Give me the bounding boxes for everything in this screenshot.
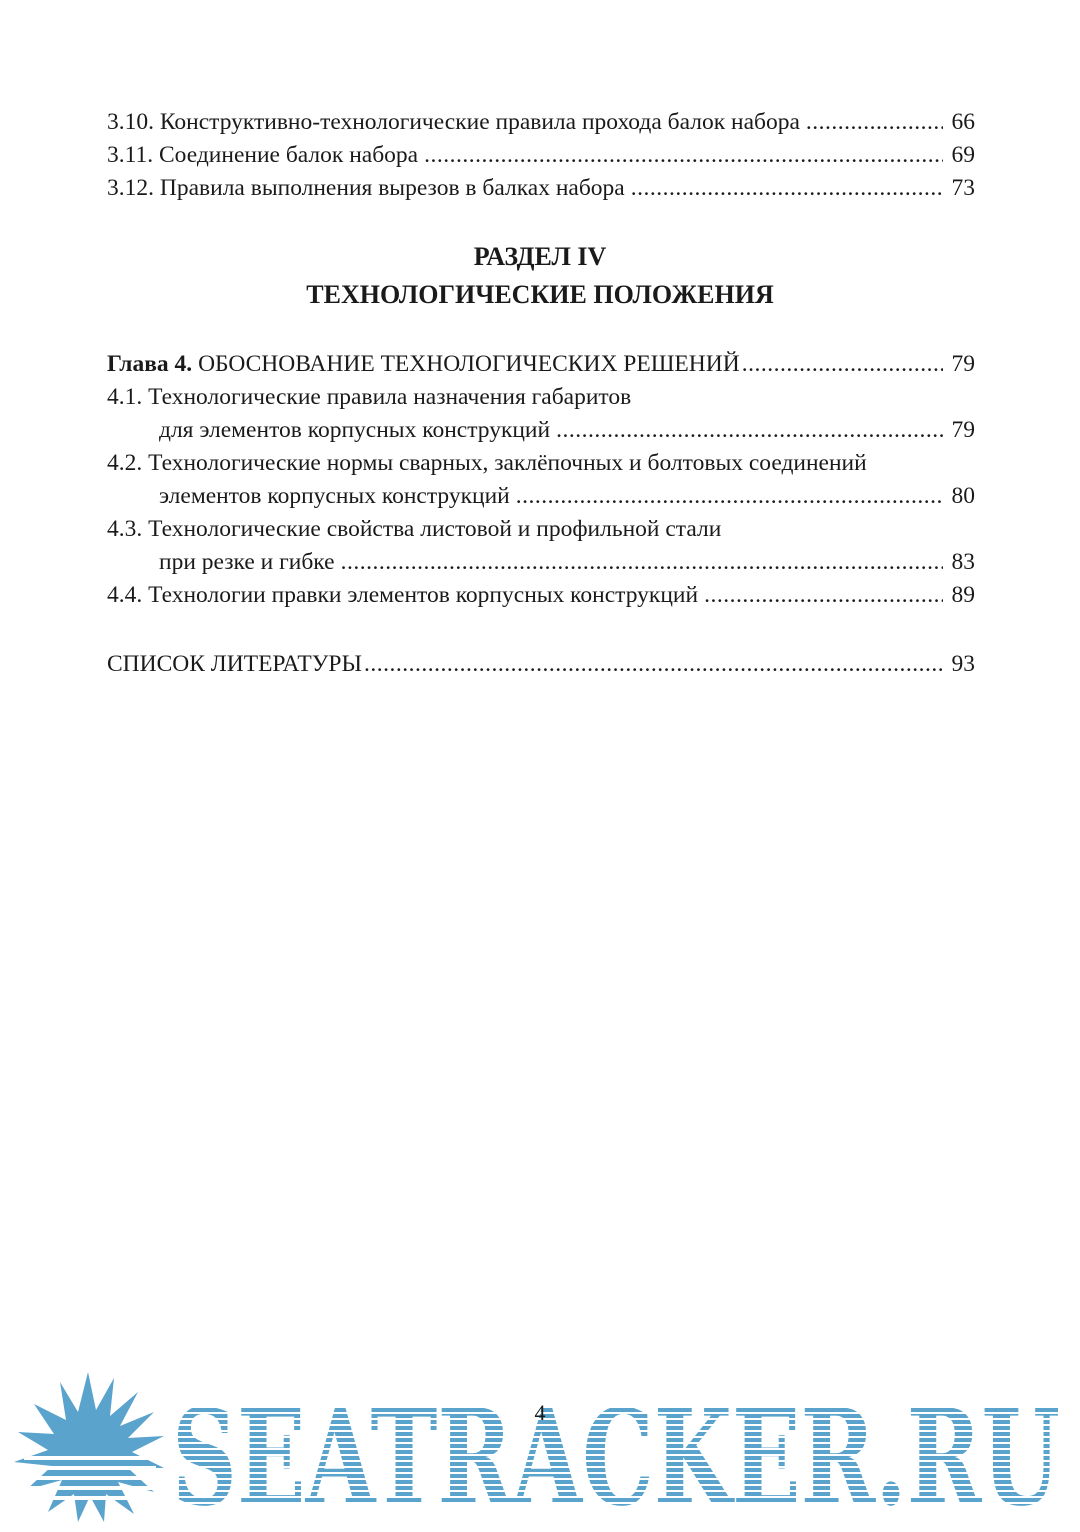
toc-page-number: 69: [951, 142, 975, 168]
seatracker-watermark: [14, 1372, 1070, 1522]
chapter-title: ОБОСНОВАНИЕ ТЕХНОЛОГИЧЕСКИХ РЕШЕНИЙ: [192, 351, 740, 377]
toc-entry-line[interactable]: 4.3. Технологические свойства листовой и профильной стали: [107, 516, 722, 542]
toc-leader-dots: [704, 579, 943, 612]
toc-page-number: 66: [951, 109, 975, 135]
toc-entry-title: СПИСОК ЛИТЕРАТУРЫ: [107, 651, 362, 677]
chapter-prefix: Глава 4.: [107, 351, 193, 377]
toc-row[interactable]: [107, 139, 975, 172]
section-heading-number: РАЗДЕЛ IV: [473, 242, 607, 271]
toc-row[interactable]: [107, 648, 975, 681]
toc-page-number: 80: [951, 483, 975, 509]
watermark-text: SEATRACKER.RU: [172, 1381, 1060, 1522]
toc-bibliography: [107, 648, 975, 681]
toc-page-number: 79: [951, 417, 975, 443]
toc-page-number: 79: [951, 351, 975, 377]
toc-row[interactable]: [107, 546, 975, 579]
toc-chapter-title: [107, 348, 740, 381]
toc-page-number: 93: [951, 651, 975, 677]
toc-row[interactable]: [107, 480, 975, 513]
toc-page-number: 73: [951, 175, 975, 201]
toc-entry-title: при резке и гибке: [159, 549, 335, 575]
section-heading-title: ТЕХНОЛОГИЧЕСКИЕ ПОЛОЖЕНИЯ: [306, 280, 774, 309]
toc-entry-title: элементов корпусных конструкций: [159, 483, 510, 509]
toc-leader-dots: [556, 414, 943, 447]
toc-continued: [107, 106, 975, 205]
toc-entry-line[interactable]: 4.1. Технологические правила назначения габаритов: [107, 384, 632, 410]
toc-leader-dots: [424, 139, 943, 172]
toc-chapter-4: [107, 348, 975, 612]
toc-leader-dots: [742, 348, 943, 381]
toc-entry-title: 3.12. Правила выполнения вырезов в балках набора: [107, 175, 625, 201]
toc-leader-dots: [516, 480, 943, 513]
toc-entry-title: 3.10. Конструктивно-технологические правила прохода балок набора: [107, 109, 800, 135]
toc-row[interactable]: [107, 414, 975, 447]
toc-entry-title: 4.4. Технологии правки элементов корпусных конструкций: [107, 582, 699, 608]
toc-leader-dots: [341, 546, 943, 579]
toc-page-number: 89: [951, 582, 975, 608]
sun-logo-icon: [14, 1372, 164, 1522]
page-number: 4: [534, 1400, 546, 1425]
toc-row[interactable]: [107, 579, 975, 612]
toc-leader-dots: [631, 172, 943, 205]
toc-leader-dots: [806, 106, 943, 139]
toc-chapter-row[interactable]: [107, 348, 975, 381]
toc-entry-title: для элементов корпусных конструкций: [159, 417, 551, 443]
toc-page-number: 83: [951, 549, 975, 575]
toc-entry-line[interactable]: 4.2. Технологические нормы сварных, заклёпочных и болтовых соединений: [107, 450, 867, 476]
toc-row[interactable]: [107, 106, 975, 139]
toc-row[interactable]: [107, 172, 975, 205]
toc-leader-dots: [364, 648, 943, 681]
toc-entry-title: 3.11. Соединение балок набора: [107, 142, 419, 168]
